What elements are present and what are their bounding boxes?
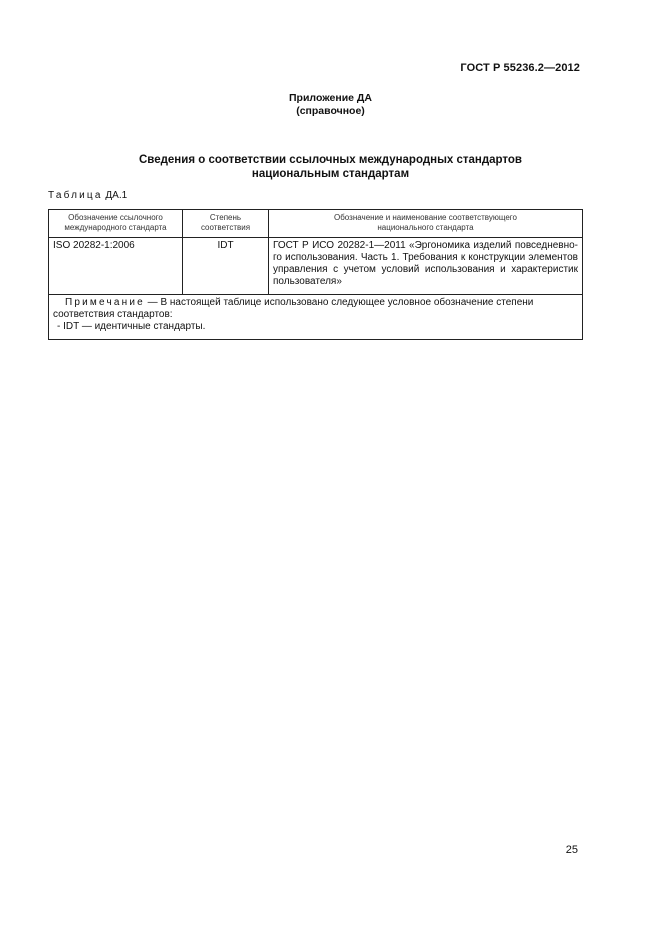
annex-title-block xyxy=(0,92,661,118)
page-number: 25 xyxy=(565,844,578,856)
note-list-item: - IDT — идентичные стандарты. xyxy=(57,321,206,332)
column-header-line: Степень xyxy=(209,213,242,222)
table-caption-number: ДА.1 xyxy=(105,190,128,201)
column-header-national-standard xyxy=(269,210,583,238)
table-note-row xyxy=(49,295,583,340)
column-header-line: Обозначение ссылочного xyxy=(68,213,163,222)
column-header-line: соответствия xyxy=(200,223,251,232)
table-caption xyxy=(48,190,127,201)
column-header-degree xyxy=(183,210,269,238)
national-standard-cell: ГОСТ Р ИСО 20282-1—2011 «Эргономика изделий повседневно-го использования. Часть 1. Требования к конструкции элементов управления с учетом условий использования и характеристик пользователя» xyxy=(269,238,583,295)
table-row xyxy=(49,238,583,295)
section-heading-line-2: национальным стандартам xyxy=(251,168,410,180)
note-text: — В настоящей таблице использовано следующее условное обозначение степени соответствия стандартов: xyxy=(53,297,534,320)
annex-subtitle: (справочное) xyxy=(296,105,365,117)
section-heading xyxy=(0,153,661,181)
column-header-line: национального стандарта xyxy=(377,223,474,232)
intl-standard-cell: ISO 20282-1:2006 xyxy=(49,238,183,295)
table-header-row xyxy=(49,210,583,238)
table-caption-label: Таблица xyxy=(48,190,103,201)
table-note-paragraph xyxy=(53,297,578,321)
note-label: Примечание xyxy=(65,297,145,308)
correspondence-table xyxy=(48,209,583,340)
annex-title: Приложение ДА xyxy=(289,92,372,104)
document-code: ГОСТ Р 55236.2—2012 xyxy=(460,62,580,74)
column-header-line: международного стандарта xyxy=(64,223,167,232)
column-header-intl-standard xyxy=(49,210,183,238)
section-heading-line-1: Сведения о соответствии ссылочных международных стандартов xyxy=(138,154,522,166)
degree-cell: IDT xyxy=(183,238,269,295)
column-header-line: Обозначение и наименование соответствующего xyxy=(334,213,517,222)
table-note-cell xyxy=(49,295,583,340)
